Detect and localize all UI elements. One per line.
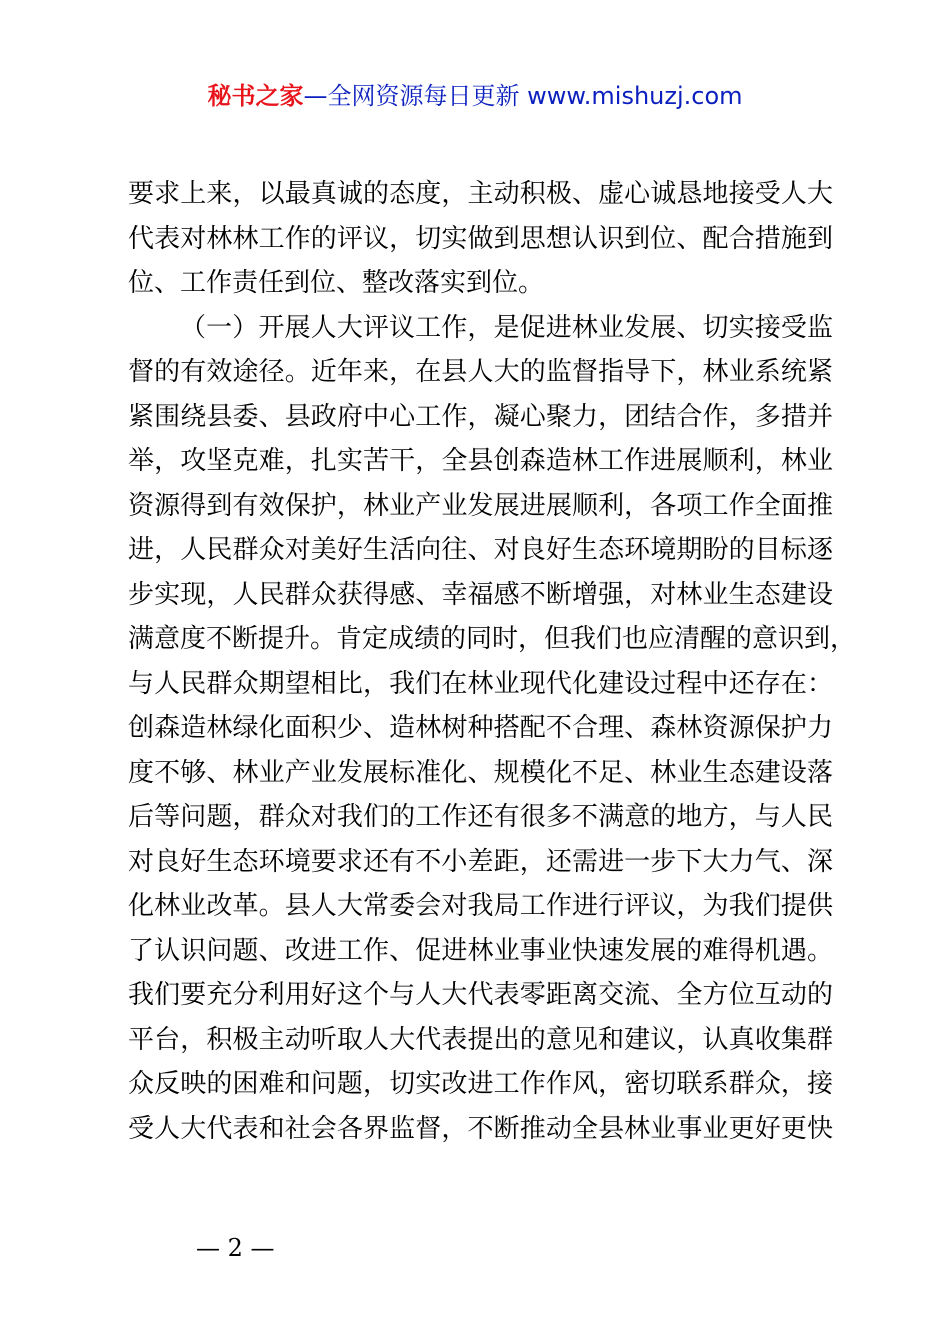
header-brand: 秘书之家 xyxy=(207,82,304,110)
text-line: 位、工作责任到位、整改落实到位。 xyxy=(128,268,545,298)
paragraph-start-line: （一）开展人大评议工作，是促进林业发展、切实接受监 xyxy=(180,312,833,343)
text-line: 对良好生态环境要求还有不小差距，还需进一步下大力气、深 xyxy=(128,846,833,877)
text-line: 紧围绕县委、县政府中心工作，凝心聚力，团结合作，多措并 xyxy=(128,401,833,432)
text-line: 举，攻坚克难，扎实苦干，全县创森造林工作进展顺利，林业 xyxy=(128,446,833,476)
text-line: 众反映的困难和问题，切实改进工作作风，密切联系群众，接 xyxy=(128,1069,833,1099)
text-line: 步实现，人民群众获得感、幸福感不断增强，对林业生态建设 xyxy=(128,579,833,610)
text-line: 平台，积极主动听取人大代表提出的意见和建议，认真收集群 xyxy=(128,1024,833,1055)
text-line: 后等问题，群众对我们的工作还有很多不满意的地方，与人民 xyxy=(128,802,833,832)
text-line: 我们要充分利用好这个与人大代表零距离交流、全方位互动的 xyxy=(128,980,833,1010)
text-line: 满意度不断提升。肯定成绩的同时，但我们也应清醒的意识到， xyxy=(128,624,857,654)
text-line: 要求上来，以最真诚的态度，主动积极、虚心诚恳地接受人大 xyxy=(128,179,833,209)
text-line: 了认识问题、改进工作、促进林业事业快速发展的难得机遇。 xyxy=(128,935,833,966)
document-body xyxy=(128,172,857,1151)
header-tagline: —全网资源每日更新 www.mishuzj.com xyxy=(303,82,743,110)
text-line: 受人大代表和社会各界监督，不断推动全县林业事业更好更快 xyxy=(128,1113,833,1144)
text-line: 进，人民群众对美好生活向往、对良好生态环境期盼的目标逐 xyxy=(128,535,833,565)
text-line: 资源得到有效保护，林业产业发展进展顺利，各项工作全面推 xyxy=(128,490,833,521)
text-line: 代表对林林工作的评议，切实做到思想认识到位、配合措施到 xyxy=(128,223,833,254)
text-line: 督的有效途径。近年来，在县人大的监督指导下，林业系统紧 xyxy=(128,357,833,387)
text-line: 创森造林绿化面积少、造林树种搭配不合理、森林资源保护力 xyxy=(128,713,833,743)
text-line: 化林业改革。县人大常委会对我局工作进行评议，为我们提供 xyxy=(128,891,833,921)
text-line: 度不够、林业产业发展标准化、规模化不足、林业生态建设落 xyxy=(128,757,833,788)
page-number: — 2 — xyxy=(196,1234,275,1262)
text-line: 与人民群众期望相比，我们在林业现代化建设过程中还存在： xyxy=(128,668,833,699)
page-header xyxy=(0,80,950,112)
